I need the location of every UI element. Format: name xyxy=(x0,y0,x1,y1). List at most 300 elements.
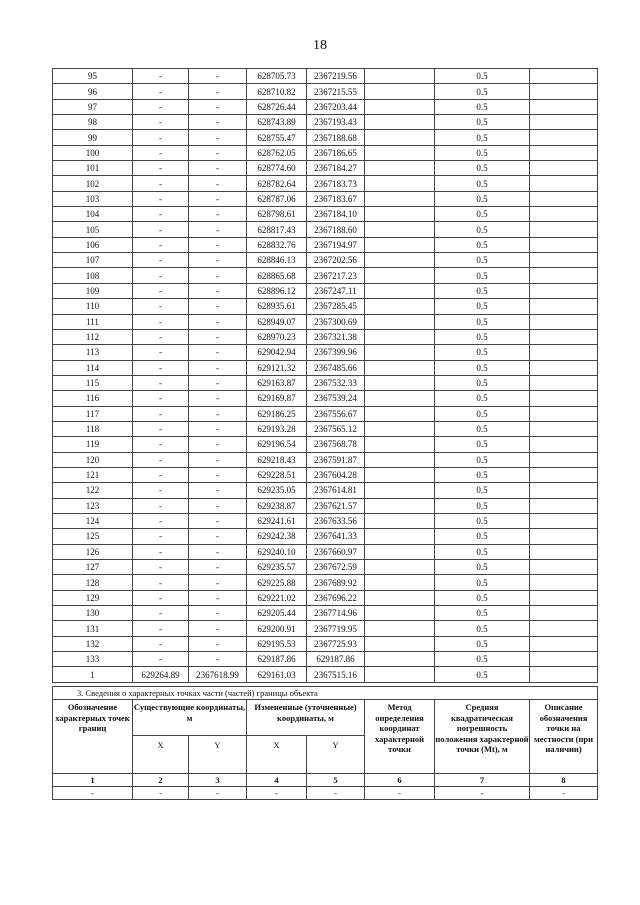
table-cell xyxy=(365,161,435,176)
table-cell xyxy=(365,513,435,528)
table-row xyxy=(53,391,598,406)
table-cell: 99 xyxy=(53,130,133,145)
table-cell: - xyxy=(189,652,247,667)
table-cell xyxy=(530,636,598,651)
column-numbers-row xyxy=(53,774,598,787)
table-row xyxy=(53,222,598,237)
table-cell: 629225.88 xyxy=(247,575,307,590)
table-cell: 2367184.10 xyxy=(307,207,365,222)
table-cell: - xyxy=(189,483,247,498)
table-cell: 102 xyxy=(53,176,133,191)
table-cell: - xyxy=(133,406,189,421)
table-row xyxy=(53,237,598,252)
table-row xyxy=(53,115,598,130)
table-cell xyxy=(530,560,598,575)
table-cell: - xyxy=(133,268,189,283)
table-cell: - xyxy=(189,391,247,406)
table-cell: 122 xyxy=(53,483,133,498)
table-cell: 0.5 xyxy=(435,360,530,375)
table-row xyxy=(53,467,598,482)
table-cell xyxy=(530,406,598,421)
table-row xyxy=(53,176,598,191)
column-number: 4 xyxy=(247,774,307,787)
header-changed-coords: Измененные (уточненные) координаты, м xyxy=(247,700,365,736)
table-cell xyxy=(365,145,435,160)
table-cell: 2367672.59 xyxy=(307,560,365,575)
table-cell: 629218.43 xyxy=(247,452,307,467)
table-cell: 2367219.56 xyxy=(307,69,365,84)
table-cell: 629235.57 xyxy=(247,560,307,575)
table-cell: 2367633.56 xyxy=(307,513,365,528)
table-cell: 2367183.67 xyxy=(307,191,365,206)
table-cell xyxy=(530,268,598,283)
table-cell xyxy=(530,237,598,252)
table-cell: - xyxy=(133,69,189,84)
table-cell: - xyxy=(133,314,189,329)
table-cell xyxy=(365,375,435,390)
table-cell: 118 xyxy=(53,421,133,436)
table-row xyxy=(53,268,598,283)
table-cell: 628970.23 xyxy=(247,329,307,344)
table-cell: 0.5 xyxy=(435,560,530,575)
table-cell: - xyxy=(133,621,189,636)
table-cell: 0.5 xyxy=(435,329,530,344)
table-cell: 2367217.23 xyxy=(307,268,365,283)
table-cell: 117 xyxy=(53,406,133,421)
table-cell: - xyxy=(133,437,189,452)
table-cell: - xyxy=(189,345,247,360)
table-cell: 131 xyxy=(53,621,133,636)
table-cell xyxy=(530,606,598,621)
section3-title: 3. Сведения о характерных точках части (частей) границы объекта xyxy=(53,687,598,700)
table-cell: 120 xyxy=(53,452,133,467)
table-cell: - xyxy=(133,652,189,667)
table-cell: 127 xyxy=(53,560,133,575)
table-cell xyxy=(530,437,598,452)
table-cell: 2367719.95 xyxy=(307,621,365,636)
table-cell: - xyxy=(133,529,189,544)
table-cell: - xyxy=(133,391,189,406)
table-cell xyxy=(530,161,598,176)
table-cell: - xyxy=(133,345,189,360)
table-cell: 2367539.24 xyxy=(307,391,365,406)
table-row xyxy=(53,130,598,145)
table-cell: 2367183.73 xyxy=(307,176,365,191)
table-row xyxy=(53,99,598,114)
table-cell: 0.5 xyxy=(435,191,530,206)
table-row xyxy=(53,606,598,621)
table-cell xyxy=(530,176,598,191)
table-cell: - xyxy=(133,329,189,344)
table-cell: 2367714.96 xyxy=(307,606,365,621)
table-cell xyxy=(365,652,435,667)
table-cell: 628832.76 xyxy=(247,237,307,252)
table-cell xyxy=(365,283,435,298)
header-existing-coords: Существующие координаты, м xyxy=(133,700,247,736)
table-cell: 628846.13 xyxy=(247,253,307,268)
table-cell xyxy=(365,560,435,575)
table-cell: - xyxy=(133,99,189,114)
table-cell: 103 xyxy=(53,191,133,206)
table-cell: 0.5 xyxy=(435,314,530,329)
table-cell: 119 xyxy=(53,437,133,452)
table-cell: 0.5 xyxy=(435,621,530,636)
table-cell: - xyxy=(189,787,247,800)
table-row xyxy=(53,207,598,222)
table-cell: - xyxy=(189,575,247,590)
table-cell xyxy=(530,299,598,314)
table-cell: - xyxy=(189,176,247,191)
table-cell: - xyxy=(133,176,189,191)
table-cell: 628787.06 xyxy=(247,191,307,206)
table-cell: 0.5 xyxy=(435,636,530,651)
table-cell: 0.5 xyxy=(435,115,530,130)
column-number: 3 xyxy=(189,774,247,787)
table-cell xyxy=(530,191,598,206)
table-cell xyxy=(530,667,598,682)
table-cell: - xyxy=(133,375,189,390)
table-cell: 2367618.99 xyxy=(189,667,247,682)
table-cell: 2367285.45 xyxy=(307,299,365,314)
table-row xyxy=(53,375,598,390)
table-cell: 0.5 xyxy=(435,253,530,268)
table-cell xyxy=(530,590,598,605)
table-cell xyxy=(530,283,598,298)
table-cell: 2367300.69 xyxy=(307,314,365,329)
table-row xyxy=(53,667,598,682)
table-row xyxy=(53,437,598,452)
section3-table xyxy=(52,686,598,800)
table-cell: - xyxy=(133,360,189,375)
table-cell: 0.5 xyxy=(435,421,530,436)
table-cell xyxy=(530,84,598,99)
table-cell: - xyxy=(189,84,247,99)
table-cell xyxy=(530,467,598,482)
table-row xyxy=(53,513,598,528)
table-cell: - xyxy=(133,575,189,590)
table-cell: 628949.07 xyxy=(247,314,307,329)
table-cell: 0.5 xyxy=(435,299,530,314)
table-cell: - xyxy=(189,69,247,84)
table-cell: 2367193.43 xyxy=(307,115,365,130)
table-cell xyxy=(530,652,598,667)
table-cell: 96 xyxy=(53,84,133,99)
table-cell: 0.5 xyxy=(435,529,530,544)
table-cell xyxy=(530,314,598,329)
table-cell: - xyxy=(189,544,247,559)
table-cell: - xyxy=(189,467,247,482)
table-cell: - xyxy=(133,130,189,145)
table-cell: - xyxy=(189,115,247,130)
table-cell: - xyxy=(133,283,189,298)
table-cell: 107 xyxy=(53,253,133,268)
table-cell: 95 xyxy=(53,69,133,84)
table-cell: 100 xyxy=(53,145,133,160)
table-cell: - xyxy=(189,222,247,237)
table-row xyxy=(53,590,598,605)
table-row xyxy=(53,329,598,344)
table-cell: - xyxy=(189,329,247,344)
table-cell: 112 xyxy=(53,329,133,344)
table-cell: - xyxy=(133,237,189,252)
table-cell: 629121.32 xyxy=(247,360,307,375)
table-cell: 115 xyxy=(53,375,133,390)
table-cell: - xyxy=(133,207,189,222)
table-cell xyxy=(530,145,598,160)
table-cell: 629186.25 xyxy=(247,406,307,421)
table-cell: - xyxy=(189,360,247,375)
table-cell: 133 xyxy=(53,652,133,667)
table-cell: 0.5 xyxy=(435,207,530,222)
table-cell: - xyxy=(189,513,247,528)
header-accuracy: Средняя квадратическая погрешность положения характерной точки (Mt), м xyxy=(435,700,530,774)
column-number: 1 xyxy=(53,774,133,787)
table-cell xyxy=(365,437,435,452)
table-cell: 128 xyxy=(53,575,133,590)
table-cell: 0.5 xyxy=(435,437,530,452)
table-row xyxy=(53,69,598,84)
table-cell xyxy=(365,667,435,682)
column-number: 8 xyxy=(530,774,598,787)
table-cell: 628774.60 xyxy=(247,161,307,176)
table-cell: - xyxy=(133,299,189,314)
table-row xyxy=(53,283,598,298)
table-cell: 2367485.66 xyxy=(307,360,365,375)
table-cell xyxy=(530,483,598,498)
table-cell xyxy=(365,99,435,114)
table-cell: 2367696.22 xyxy=(307,590,365,605)
table-cell xyxy=(365,345,435,360)
table-cell: 2367203.44 xyxy=(307,99,365,114)
table-cell xyxy=(365,529,435,544)
table-cell: 97 xyxy=(53,99,133,114)
table-cell: 629187.86 xyxy=(307,652,365,667)
table-cell xyxy=(365,575,435,590)
table-cell xyxy=(530,544,598,559)
table-cell: 628782.64 xyxy=(247,176,307,191)
table-cell: 2367194.97 xyxy=(307,237,365,252)
table-cell: 113 xyxy=(53,345,133,360)
table-cell xyxy=(365,467,435,482)
table-cell: 124 xyxy=(53,513,133,528)
table-cell xyxy=(530,207,598,222)
table-cell: 629042.94 xyxy=(247,345,307,360)
table-cell xyxy=(530,375,598,390)
table-cell: - xyxy=(189,207,247,222)
table-cell: 0.5 xyxy=(435,84,530,99)
table-cell xyxy=(365,360,435,375)
table-cell: 0.5 xyxy=(435,498,530,513)
table-cell: - xyxy=(189,529,247,544)
table-cell: - xyxy=(133,483,189,498)
table-cell: 109 xyxy=(53,283,133,298)
table-cell: - xyxy=(133,560,189,575)
table-cell: - xyxy=(189,130,247,145)
column-number: 7 xyxy=(435,774,530,787)
table-cell: - xyxy=(365,787,435,800)
table-cell: 0.5 xyxy=(435,406,530,421)
table-row xyxy=(53,529,598,544)
table-cell xyxy=(530,329,598,344)
table-cell: - xyxy=(133,191,189,206)
table-cell: 629187.86 xyxy=(247,652,307,667)
table-row xyxy=(53,483,598,498)
table-cell: 2367621.57 xyxy=(307,498,365,513)
table-row xyxy=(53,544,598,559)
table-cell: - xyxy=(189,606,247,621)
table-cell: - xyxy=(133,145,189,160)
table-cell: 629161.03 xyxy=(247,667,307,682)
table-cell: - xyxy=(189,375,247,390)
table-cell: 629240.10 xyxy=(247,544,307,559)
table-cell xyxy=(530,421,598,436)
table-cell xyxy=(530,529,598,544)
column-number: 6 xyxy=(365,774,435,787)
table-cell xyxy=(530,513,598,528)
table-cell: - xyxy=(189,268,247,283)
table-cell xyxy=(365,314,435,329)
table-cell: 125 xyxy=(53,529,133,544)
table-cell: - xyxy=(189,314,247,329)
table-cell: - xyxy=(189,590,247,605)
table-cell: 0.5 xyxy=(435,483,530,498)
table-cell: 629241.61 xyxy=(247,513,307,528)
table-cell: 121 xyxy=(53,467,133,482)
table-cell: 0.5 xyxy=(435,345,530,360)
header-description: Описание обозначения точки на местности (при наличии) xyxy=(530,700,598,774)
coordinates-table xyxy=(52,68,598,683)
table-cell: - xyxy=(189,145,247,160)
table-cell xyxy=(365,207,435,222)
table-cell: 629195.53 xyxy=(247,636,307,651)
table-cell: 2367725.93 xyxy=(307,636,365,651)
table-cell: 0.5 xyxy=(435,222,530,237)
table-cell: 104 xyxy=(53,207,133,222)
table-cell: 0.5 xyxy=(435,467,530,482)
table-cell: - xyxy=(189,253,247,268)
table-cell: 0.5 xyxy=(435,268,530,283)
table-cell xyxy=(365,84,435,99)
table-cell: - xyxy=(189,237,247,252)
table-cell: 2367247.11 xyxy=(307,283,365,298)
table-cell xyxy=(365,498,435,513)
header-changed-y: Y xyxy=(307,736,365,774)
table-cell: - xyxy=(435,787,530,800)
table-row xyxy=(53,636,598,651)
table-cell: 629242.38 xyxy=(247,529,307,544)
table-cell: 2367604.28 xyxy=(307,467,365,482)
table-cell: 2367641.33 xyxy=(307,529,365,544)
table-cell: 123 xyxy=(53,498,133,513)
table-cell: 629235.05 xyxy=(247,483,307,498)
table-cell: 628762.05 xyxy=(247,145,307,160)
page-number: 18 xyxy=(313,38,327,53)
table-cell: 628755.47 xyxy=(247,130,307,145)
coordinates-table-body xyxy=(53,69,598,683)
table-cell xyxy=(365,222,435,237)
table-cell: 628817.43 xyxy=(247,222,307,237)
table-cell xyxy=(530,253,598,268)
table-cell: - xyxy=(133,222,189,237)
table-cell xyxy=(365,636,435,651)
table-cell: - xyxy=(133,513,189,528)
table-cell: 2367515.16 xyxy=(307,667,365,682)
table-cell: 0.5 xyxy=(435,176,530,191)
table-cell xyxy=(530,130,598,145)
table-cell xyxy=(365,406,435,421)
table-cell: - xyxy=(189,406,247,421)
table-cell: - xyxy=(189,636,247,651)
table-row xyxy=(53,360,598,375)
table-cell: 628743.89 xyxy=(247,115,307,130)
table-cell: 629163.87 xyxy=(247,375,307,390)
table-cell: - xyxy=(133,421,189,436)
table-cell: 0.5 xyxy=(435,375,530,390)
table-cell: - xyxy=(530,787,598,800)
table-cell: 2367660.97 xyxy=(307,544,365,559)
table-cell: 0.5 xyxy=(435,69,530,84)
header-method: Метод определения координат характерной точки xyxy=(365,700,435,774)
table-cell: 114 xyxy=(53,360,133,375)
table-cell: 0.5 xyxy=(435,452,530,467)
table-cell: - xyxy=(189,498,247,513)
table-cell: - xyxy=(133,452,189,467)
table-cell xyxy=(365,621,435,636)
table-cell: 629221.02 xyxy=(247,590,307,605)
table-row xyxy=(53,575,598,590)
table-cell: - xyxy=(189,299,247,314)
table-cell xyxy=(365,253,435,268)
table-cell: 130 xyxy=(53,606,133,621)
table-cell: 628726.44 xyxy=(247,99,307,114)
table-cell: - xyxy=(307,787,365,800)
column-number: 5 xyxy=(307,774,365,787)
table-cell: 2367215.55 xyxy=(307,84,365,99)
table-cell: - xyxy=(133,590,189,605)
table-cell: - xyxy=(133,787,189,800)
table-row xyxy=(53,84,598,99)
table-cell: 0.5 xyxy=(435,575,530,590)
table-row xyxy=(53,421,598,436)
table-cell: 0.5 xyxy=(435,237,530,252)
table-cell: 0.5 xyxy=(435,652,530,667)
table-row xyxy=(53,191,598,206)
table-cell: - xyxy=(133,253,189,268)
table-cell xyxy=(365,130,435,145)
header-changed-x: X xyxy=(247,736,307,774)
table-cell: 0.5 xyxy=(435,391,530,406)
table-row xyxy=(53,498,598,513)
table-cell: 629200.91 xyxy=(247,621,307,636)
table-cell: 126 xyxy=(53,544,133,559)
table-row xyxy=(53,161,598,176)
table-cell: 2367399.96 xyxy=(307,345,365,360)
table-cell: 2367184.27 xyxy=(307,161,365,176)
table-cell xyxy=(365,115,435,130)
table-cell: 0.5 xyxy=(435,544,530,559)
table-cell: 2367565.12 xyxy=(307,421,365,436)
table-row xyxy=(53,621,598,636)
table-row xyxy=(53,345,598,360)
table-cell: 0.5 xyxy=(435,513,530,528)
table-row xyxy=(53,299,598,314)
table-cell xyxy=(530,452,598,467)
table-row xyxy=(53,145,598,160)
table-cell: 2367188.68 xyxy=(307,130,365,145)
table-cell: 2367591.87 xyxy=(307,452,365,467)
header-existing-y: Y xyxy=(189,736,247,774)
table-cell: 2367186.65 xyxy=(307,145,365,160)
